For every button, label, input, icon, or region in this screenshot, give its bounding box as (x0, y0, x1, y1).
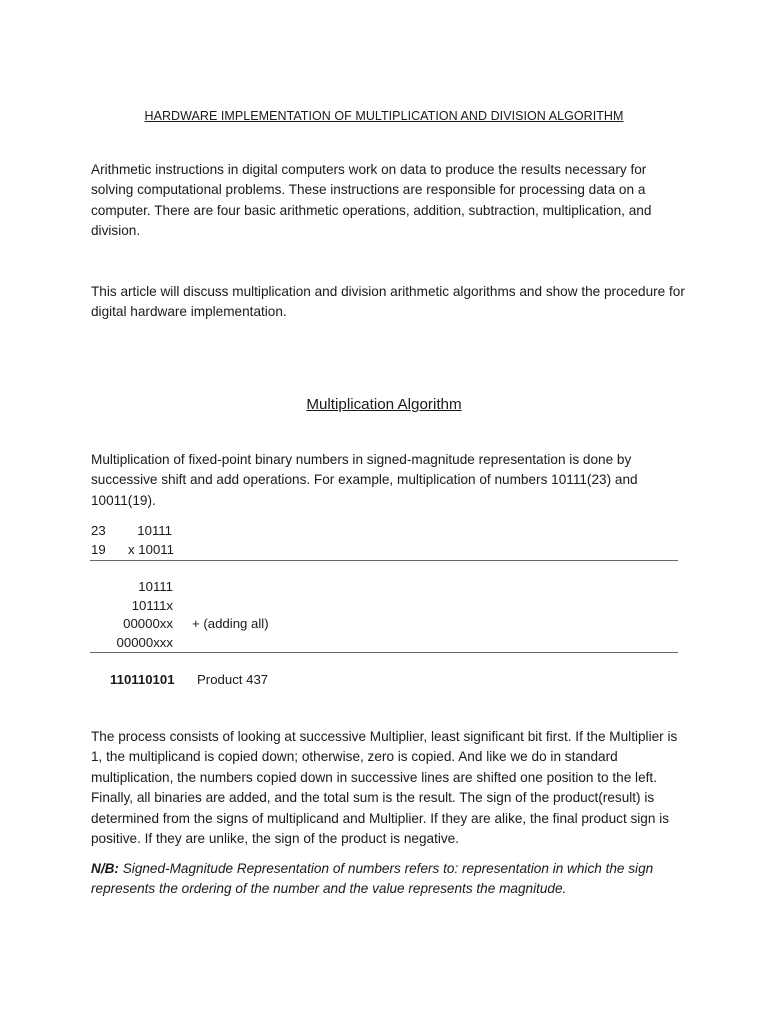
note-text: Signed-Magnitude Representation of numbers refers to: representation in which the sign represents the ordering of the number and the value represents the magnitude. (91, 861, 654, 897)
multiplication-description: Multiplication of fixed-point binary numbers in signed-magnitude representation is done by successive shift and add operations. For example, multiplication of numbers 10111(23) and 10011(19). (91, 452, 638, 508)
document-title: HARDWARE IMPLEMENTATION OF MULTIPLICATION AND DIVISION ALGORITHM (144, 109, 624, 123)
partial-product-4: 00000xxx (116, 635, 173, 650)
article-scope-paragraph: This article will discuss multiplication and division arithmetic algorithms and show the procedure for digital hardware implementation. (91, 284, 685, 320)
result-binary: 110110101 (110, 672, 175, 687)
divider-line-top (90, 560, 678, 561)
operand-1-binary: 10111 (137, 523, 172, 538)
adding-note: + (adding all) (192, 616, 269, 631)
process-paragraph: The process consists of looking at successive Multiplier, least significant bit first. If the Multiplier is 1, the multiplicand is copied down; otherwise, zero is copied. And like we do in standard multiplication, the numbers copied down in successive lines are shifted one position to the left. Finally, all binaries are added, and the total sum is the result. The sign of the product(result) is determined from the signs of multiplicand and Multiplier. If they are alike, the final product sign is positive. If they are unlike, the sign of the product is negative. (91, 729, 678, 847)
partial-product-1: 10111 (138, 579, 173, 594)
operand-1-decimal: 23 (91, 523, 106, 538)
intro-paragraph: Arithmetic instructions in digital computers work on data to produce the results necessary for solving computational problems. These instructions are responsible for processing data on a computer. There are four basic arithmetic operations, addition, subtraction, multiplication, and division. (91, 162, 652, 239)
partial-product-3: 00000xx (123, 616, 173, 631)
operand-2-decimal: 19 (91, 542, 106, 557)
result-label: Product 437 (197, 672, 269, 687)
section-title: Multiplication Algorithm (306, 396, 462, 413)
note-paragraph (91, 859, 691, 900)
note-label: N/B: (91, 861, 119, 876)
partial-product-2: 10111x (131, 598, 173, 613)
operand-2-binary: x 10011 (128, 542, 174, 557)
divider-line-bottom (90, 652, 678, 653)
